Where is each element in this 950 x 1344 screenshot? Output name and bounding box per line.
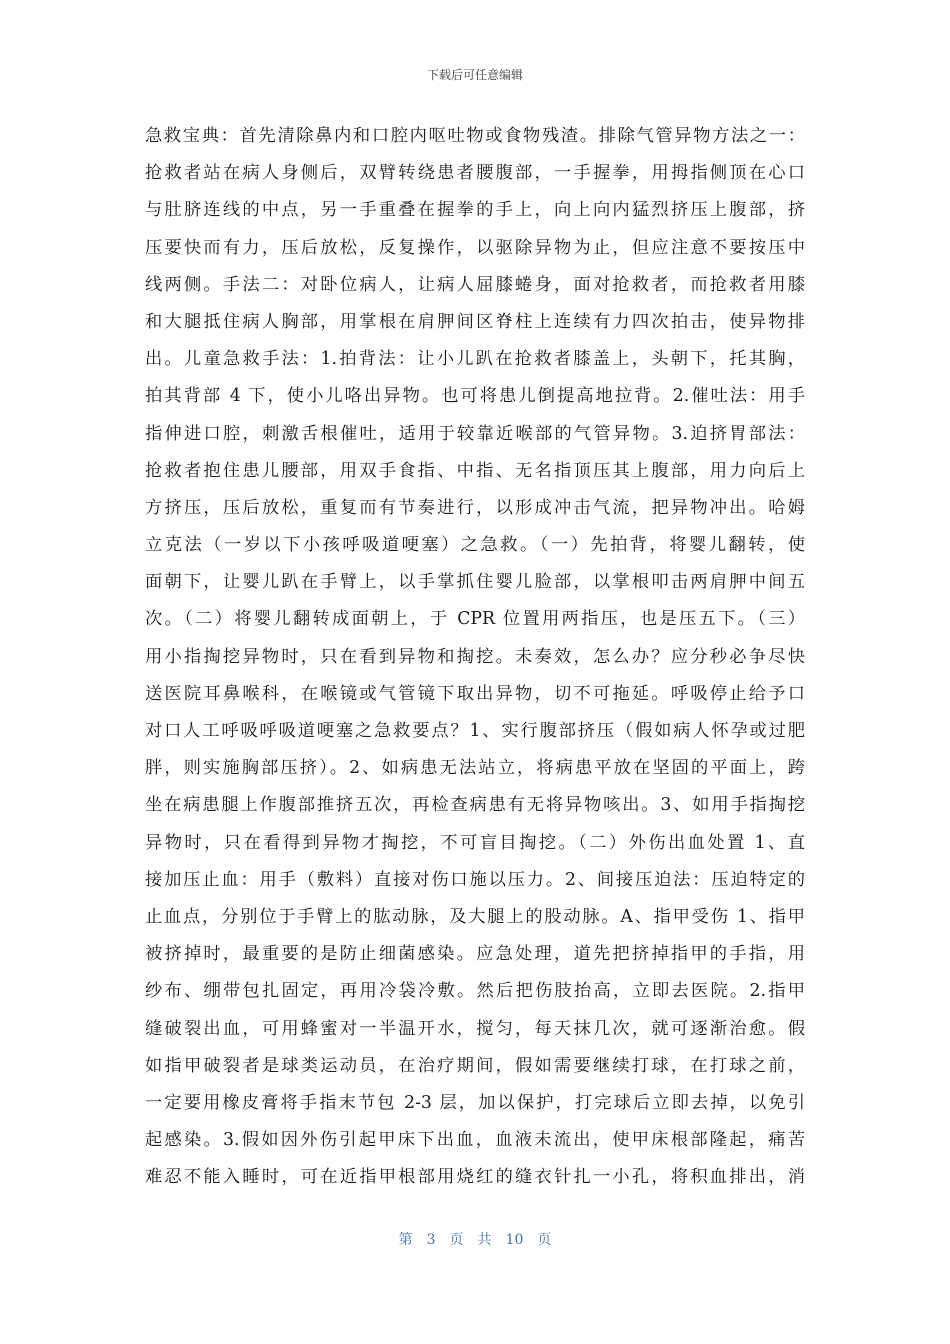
body-line: 方挤压，压后放松，重复而有节奏进行，以形成冲击气流，把异物冲出。哈姆 xyxy=(145,497,805,518)
page-total: 10 xyxy=(505,1232,524,1248)
body-line: 一定要用橡皮膏将手指末节包 2-3 层，加以保护，打完球后立即去掉，以免引 xyxy=(145,1092,805,1113)
body-line: 异物时，只在看得到异物才掏挖，不可盲目掏挖。（二）外伤出血处置 1、直 xyxy=(145,832,805,853)
body-line: 次。（二）将婴儿翻转成面朝上，于 CPR 位置用两指压，也是压五下。（三） xyxy=(145,609,805,630)
body-line: 与肚脐连线的中点，另一手重叠在握拳的手上，向上向内猛烈挤压上腹部，挤 xyxy=(145,200,805,221)
body-line: 抢救者抱住患儿腰部，用双手食指、中指、无名指顶压其上腹部，用力向后上 xyxy=(145,460,805,481)
body-line: 用小指掏挖异物时，只在看到异物和掏挖。未奏效，怎么办？应分秒必争尽快 xyxy=(145,646,805,667)
body-line: 如指甲破裂者是球类运动员，在治疗期间，假如需要继续打球，在打球之前， xyxy=(145,1055,805,1076)
body-line: 对口人工呼吸呼吸道哽塞之急救要点？1、实行腹部挤压（假如病人怀孕或过肥 xyxy=(145,721,805,741)
body-line: 缝破裂出血，可用蜂蜜对一半温开水，搅匀，每天抹几次，就可逐渐治愈。假 xyxy=(145,1018,805,1039)
body-line: 坐在病患腿上作腹部推挤五次，再检查病患有无将异物咳出。3、如用手指掏挖 xyxy=(145,795,805,816)
body-line: 线两侧。手法二：对卧位病人，让病人屈膝蜷身，面对抢救者，而抢救者用膝 xyxy=(145,274,805,295)
body-line: 急救宝典：首先清除鼻内和口腔内呕吐物或食物残渣。排除气管异物方法之一： xyxy=(145,126,805,146)
body-line: 接加压止血：用手（敷料）直接对伤口施以压力。2、间接压迫法：压迫特定的 xyxy=(145,869,805,890)
page-footer-suffix: 页 xyxy=(537,1232,552,1248)
body-line: 起感染。3.假如因外伤引起甲床下出血，血液未流出，使甲床根部隆起，痛苦 xyxy=(145,1130,805,1151)
body-line: 止血点，分别位于手臂上的肱动脉，及大腿上的股动脉。A、指甲受伤 1、指甲 xyxy=(145,906,805,927)
body-line: 送医院耳鼻喉科，在喉镜或气管镜下取出异物，切不可拖延。呼吸停止给予口 xyxy=(145,683,805,704)
page-number: 3 xyxy=(426,1232,436,1248)
body-line: 和大腿抵住病人胸部，用掌根在肩胛间区脊柱上连续有力四次拍击，使异物排 xyxy=(145,311,805,332)
page-footer-middle: 页共 xyxy=(449,1232,506,1248)
body-line: 面朝下，让婴儿趴在手臂上，以手掌抓住婴儿脸部，以掌根叩击两肩胛中间五 xyxy=(145,572,805,593)
body-line: 拍其背部 4 下，使小儿咯出异物。也可将患儿倒提高地拉背。2.催吐法：用手 xyxy=(145,386,805,407)
body-line: 被挤掉时，最重要的是防止细菌感染。应急处理，道先把挤掉指甲的手指，用 xyxy=(145,944,805,965)
body-line: 指伸进口腔，刺激舌根催吐，适用于较靠近喉部的气管异物。3.迫挤胃部法： xyxy=(145,423,805,444)
body-line: 抢救者站在病人身侧后，双臂转绕患者腰腹部，一手握拳，用拇指侧顶在心口 xyxy=(145,163,805,184)
body-line: 出。儿童急救手法：1.拍背法：让小儿趴在抢救者膝盖上，头朝下，托其胸， xyxy=(145,349,805,370)
document-body xyxy=(145,118,805,1196)
body-line: 纱布、绷带包扎固定，再用冷袋冷敷。然后把伤肢抬高，立即去医院。2.指甲 xyxy=(145,981,805,1002)
page-header: 下载后可任意编辑 xyxy=(426,68,523,82)
body-line: 难忍不能入睡时，可在近指甲根部用烧红的缝衣针扎一小孔，将积血排出，消 xyxy=(145,1167,805,1188)
page-footer xyxy=(0,1229,950,1249)
page-footer-prefix: 第 xyxy=(398,1232,413,1248)
body-line: 立克法（一岁以下小孩呼吸道哽塞）之急救。（一）先拍背，将婴儿翻转，使 xyxy=(145,535,805,556)
body-line: 压要快而有力，压后放松，反复操作，以驱除异物为止，但应注意不要按压中 xyxy=(145,237,805,258)
body-line: 胖，则实施胸部压挤）。2、如病患无法站立，将病患平放在坚固的平面上，跨 xyxy=(145,758,805,779)
